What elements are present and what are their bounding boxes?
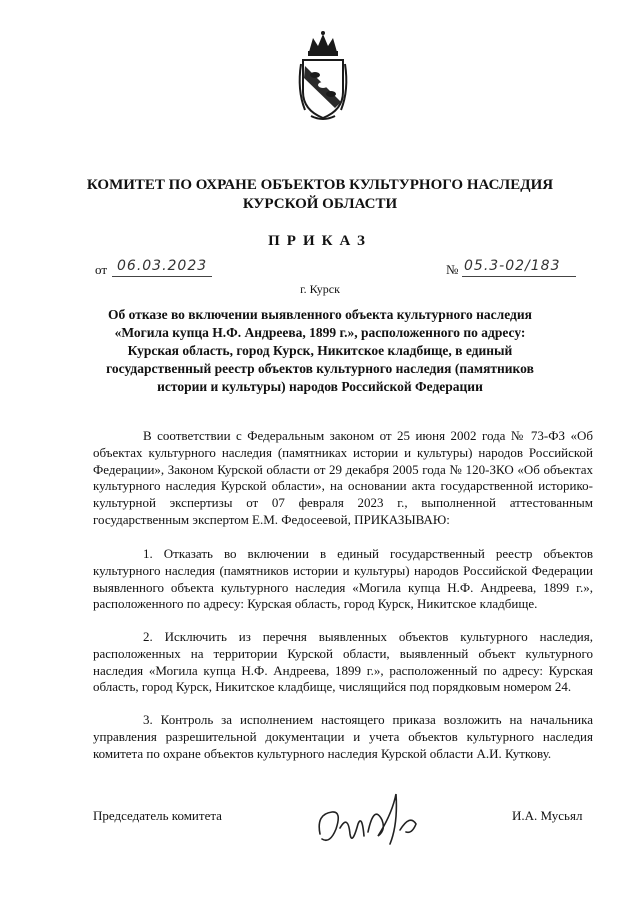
order-item-2: 2. Исключить из перечня выявленных объектов культурного наследия, расположенных на территории Курской области, выявленный объект культурного наследия «Могила купца Н.Ф. Андреева, 1899 г.», расположенный по адресу: Курская область, город Курск, Никитское кладбище, числящийся под порядковым номером 24. [93,629,593,695]
preamble-paragraph: В соответствии с Федеральным законом от 25 июня 2002 года № 73-ФЗ «Об объектах культурного наследия (памятниках истории и культуры) народов Российской Федерации», Законом Курской области от 29 декабря 2005 года № 120-ЗКО «Об объектах культурного наследия Курской области», на основании акта государственной историко-культурной экспертизы от 07 февраля 2023 г., выполненной аттестованным государственным экспертом Е.М. Федосеевой, ПРИКАЗЫВАЮ: [93,428,593,527]
order-item-3: 3. Контроль за исполнением настоящего приказа возложить на начальника управления разрешительной документации и учета объектов культурного наследия комитета по охране объектов культурного наследия Курской области А.И. Куткову. [93,712,593,761]
coat-of-arms-icon [295,30,351,122]
date-underline [112,276,212,277]
document-type: ПРИКАЗ [268,233,372,249]
number-label: № [446,262,459,277]
org-title-line2: КУРСКОЙ ОБЛАСТИ [242,196,398,212]
date-label: от [95,262,108,277]
signatory-name: И.А. Мусьял [512,808,583,823]
order-item-1: 1. Отказать во включении в единый государственный реестр объектов культурного наследия (памятников истории и культуры) народов Российской Федерации выявленного объекта культурного наследия «Могила купца Н.Ф. Андреева, 1899 г.», расположенного по адресу: Курская область, город Курск, Никитское кладбище. [93,546,593,612]
handwritten-signature-icon [312,784,432,854]
document-subject: Об отказе во включении выявленного объекта культурного наследия «Могила купца Н.Ф. Андреева, 1899 г.», расположенного по адресу: Курская область, город Курск, Никитское кладбище, в единый государственный реестр объектов культурного наследия (памятников истории и культуры) народов Российской Федерации [106,307,534,394]
signatory-position: Председатель комитета [93,808,222,823]
document-number: 05.3-02/183 [464,258,561,274]
number-underline [462,276,576,277]
org-title-line1: КОМИТЕТ ПО ОХРАНЕ ОБЪЕКТОВ КУЛЬТУРНОГО НАСЛЕДИЯ [86,177,554,193]
document-date: 06.03.2023 [117,258,208,274]
city: г. Курск [300,282,340,296]
